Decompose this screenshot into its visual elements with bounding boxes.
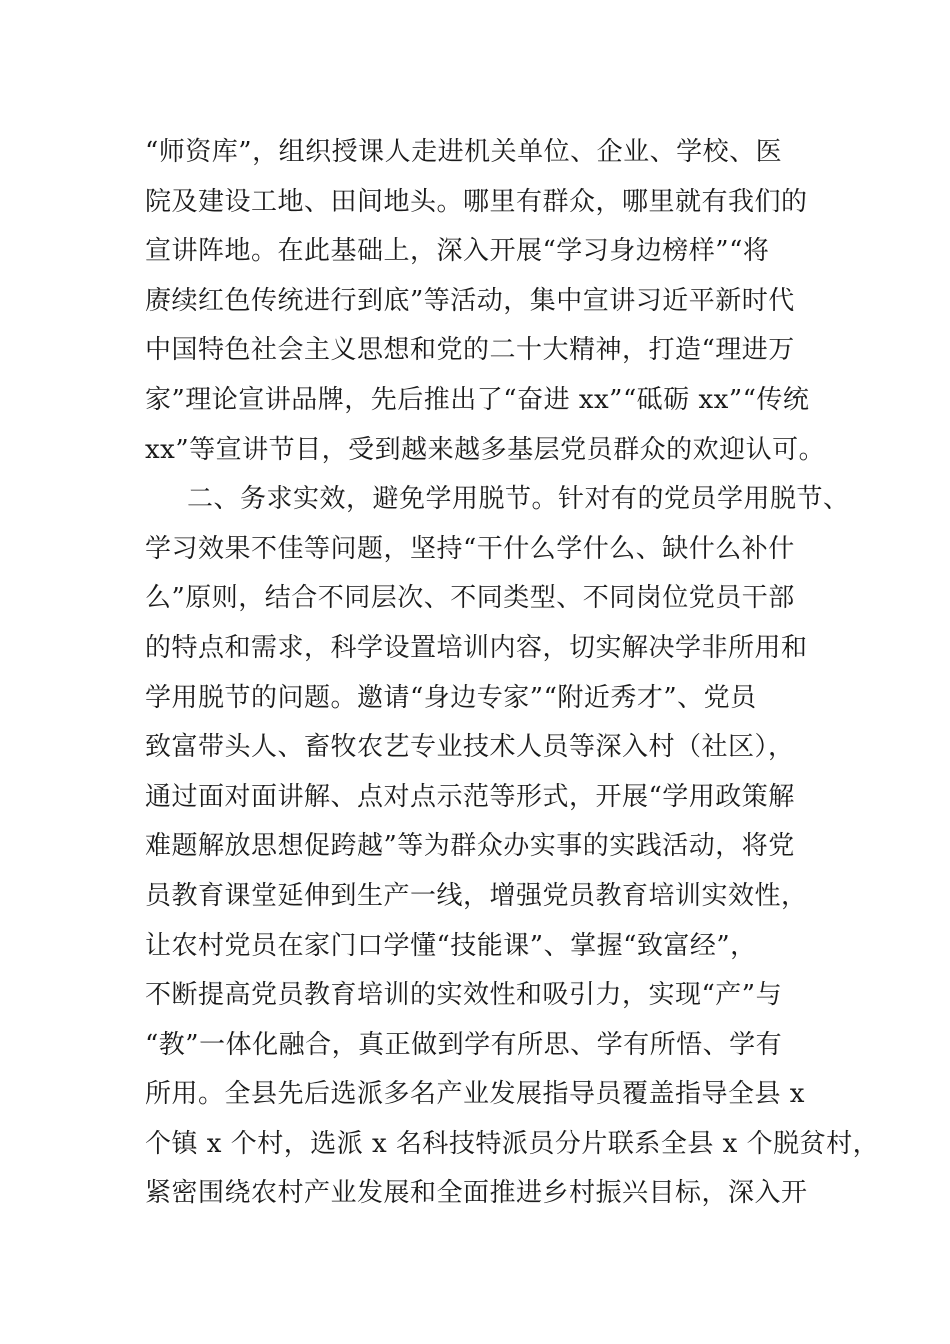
text-line: 让农村党员在家门口学懂“技能课”、掌握“致富经”， bbox=[145, 930, 757, 961]
text-line: 所用。全县先后选派多名产业发展指导员覆盖指导全县 x bbox=[145, 1079, 805, 1110]
text-line: 学用脱节的问题。邀请“身边专家”“附近秀才”、党员 bbox=[145, 682, 757, 713]
text-line: 宣讲阵地。在此基础上，深入开展“学习身边榜样”“将 bbox=[145, 236, 770, 267]
text-line: 么”原则，结合不同层次、不同类型、不同岗位党员干部 bbox=[145, 583, 795, 614]
text-line: 中国特色社会主义思想和党的二十大精神，打造“理进万 bbox=[145, 335, 795, 366]
text-line: xx”等宣讲节目，受到越来越多基层党员群众的欢迎认可。 bbox=[145, 434, 826, 465]
section-heading-line: 二、务求实效，避免学用脱节。针对有的党员学用脱节、 bbox=[187, 484, 850, 515]
text-line: 学习效果不佳等问题，坚持“干什么学什么、缺什么补什 bbox=[145, 533, 795, 564]
text-line: 不断提高党员教育培训的实效性和吸引力，实现“产”与 bbox=[145, 980, 783, 1011]
text-line: 院及建设工地、田间地头。哪里有群众，哪里就有我们的 bbox=[145, 186, 808, 217]
text-line: “师资库”，组织授课人走进机关单位、企业、学校、医 bbox=[145, 137, 783, 167]
text-line: 通过面对面讲解、点对点示范等形式，开展“学用政策解 bbox=[145, 781, 795, 812]
text-line: “教”一体化融合，真正做到学有所思、学有所悟、学有 bbox=[145, 1029, 783, 1060]
text-line: 个镇 x 个村，选派 x 名科技特派员分片联系全县 x 个脱贫村， bbox=[145, 1128, 880, 1159]
text-line: 员教育课堂延伸到生产一线，增强党员教育培训实效性， bbox=[145, 880, 808, 911]
text-line: 难题解放思想促跨越”等为群众办实事的实践活动，将党 bbox=[145, 831, 795, 862]
text-line: 的特点和需求，科学设置培训内容，切实解决学非所用和 bbox=[145, 632, 808, 663]
text-line: 赓续红色传统进行到底”等活动，集中宣讲习近平新时代 bbox=[145, 285, 795, 316]
text-line: 家”理论宣讲品牌，先后推出了“奋进 xx”“砥砺 xx”“传统 bbox=[145, 384, 810, 415]
body-text bbox=[145, 128, 880, 1219]
text-line: 致富带头人、畜牧农艺专业技术人员等深入村（社区）， bbox=[145, 732, 795, 763]
text-line: 紧密围绕农村产业发展和全面推进乡村振兴目标，深入开 bbox=[145, 1178, 808, 1209]
